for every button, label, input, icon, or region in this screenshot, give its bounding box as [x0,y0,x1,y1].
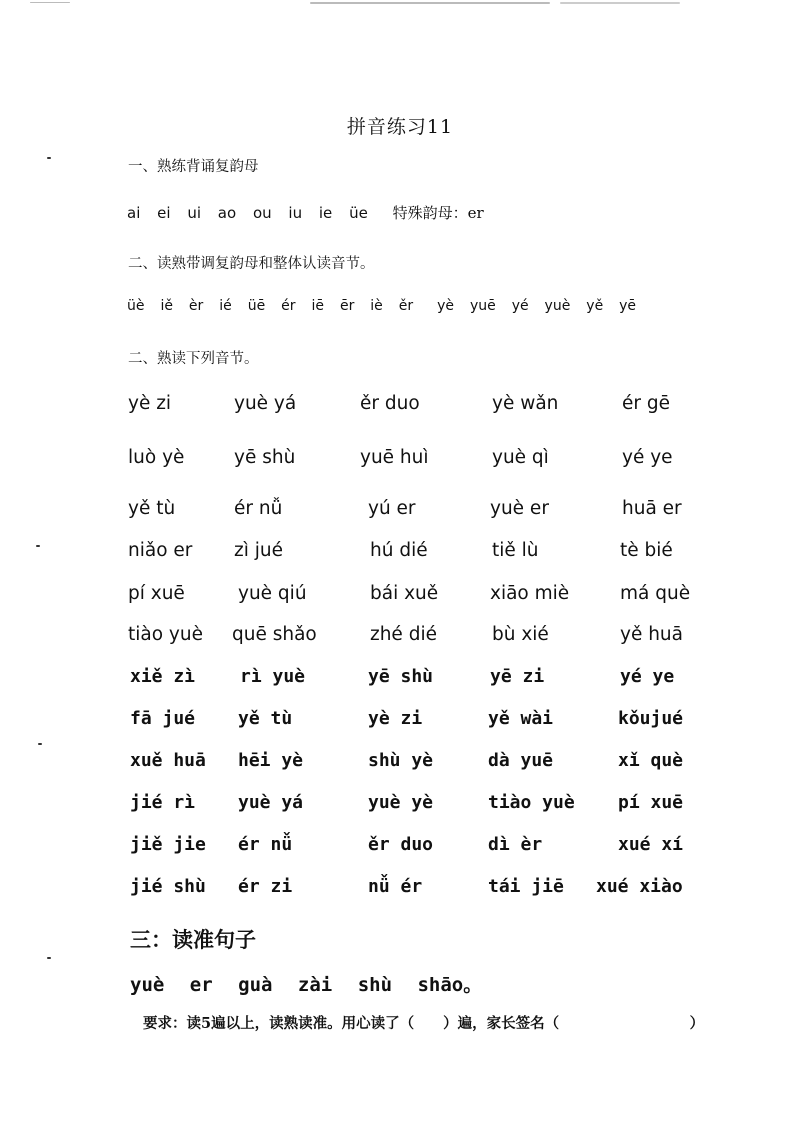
syllable-pair: yuè yá [238,792,304,813]
section3-heading: 二、熟读下列音节。 [128,351,259,367]
syllable-pair: má què [620,583,691,604]
syllable-pair: yé ye [622,447,673,468]
syllable-pair: ér nǚ [238,834,293,855]
syllable-pair: xǐ què [618,750,684,771]
scan-speck [47,957,51,959]
syllable-pair: dà yuē [488,750,554,771]
final: ei [157,204,171,222]
sentence-word: yuè [130,974,165,996]
final: ao [217,204,237,222]
syllable-pair: jié rì [130,792,196,813]
sentence-word: shù [357,974,393,996]
syllable-pair: yuè yè [368,792,434,813]
syllable-pair: jié shù [130,876,206,897]
sentence-word: er [189,974,213,996]
syllable-pair: ér gē [622,393,670,414]
syllable-pair: yě wài [488,708,554,729]
sentence-word: shāo。 [417,974,483,996]
syllable-pair: dì èr [488,834,543,855]
toned-syllable: iě [160,298,173,314]
toned-syllable: ié [219,298,232,314]
syllable-pair: tiào yuè [488,792,575,813]
requirement-line: 要求：读5遍以上，读熟读准。用心读了（ ）遍，家长签名（ ） [143,1015,705,1032]
syllable-pair: yē shù [234,447,296,468]
scan-speck [36,545,40,547]
syllable-pair: xuě huā [130,750,206,771]
syllable-pair: fā jué [130,708,196,729]
section2-heading: 二、读熟带调复韵母和整体认读音节。 [128,256,375,272]
syllable-pair: bái xuě [370,583,439,604]
syllable-pair: ér nǚ [234,498,283,519]
special-final: 特殊韵母：er [392,204,484,222]
toned-syllable: ēr [339,298,355,314]
syllable-pair: xiě zì [130,666,196,687]
syllable-pair: pí xuē [128,583,185,604]
toned-syllable: iē [311,298,325,314]
toned-syllable: èr [188,298,204,314]
syllable-pair: yuè qiú [238,583,307,604]
final: ou [252,204,272,222]
syllable-pair: bù xié [492,624,549,645]
syllable-pair: shù yè [368,750,434,771]
syllable-pair: yuè er [490,498,549,519]
toned-syllable: yē [619,298,637,314]
final: üe [349,204,368,222]
sentence-word: zài [297,974,333,996]
toned-syllable: yuè [544,298,571,314]
syllable-pair: quē shǎo [232,624,317,645]
syllable-pair: xiāo miè [490,583,570,604]
final: iu [288,204,303,222]
scan-speck [47,157,51,159]
syllable-pair: yě tù [238,708,293,729]
syllable-pair: xué xiào [596,876,683,897]
syllable-pair: yē shù [368,666,434,687]
syllable-pair: yè wǎn [492,393,559,414]
syllable-pair: yuè yá [234,393,297,414]
toned-syllable: yé [511,298,529,314]
page-title: 拼音练习11 [346,116,454,138]
syllable-pair: tè bié [620,540,673,561]
syllable-pair: yě tù [128,498,176,519]
practice-sentence [130,970,496,997]
syllable-pair: luò yè [128,447,185,468]
syllable-pair: huā er [622,498,682,519]
toned-syllable: iè [370,298,383,314]
final: ai [127,204,141,222]
syllable-pair: pí xuē [618,792,684,813]
syllable-pair: zì jué [234,540,283,561]
syllable-pair: xué xí [618,834,684,855]
scan-edge-noise [0,0,800,8]
syllable-pair: zhé dié [370,624,437,645]
final: ie [318,204,333,222]
syllable-pair: ěr duo [360,393,420,414]
sentence-word: guà [238,974,273,996]
section1-heading: 一、熟练背诵复韵母 [128,159,259,175]
syllable-pair: ér zi [238,876,293,897]
syllable-pair: yú er [368,498,416,519]
syllable-pair: jiě jie [130,834,206,855]
toned-syllable: üè [127,298,145,314]
syllable-pair: hú dié [370,540,428,561]
syllable-pair: tái jiē [488,876,564,897]
section4-heading: 三：读准句子 [130,927,256,952]
finals-line [127,202,496,223]
syllable-pair: yè zi [128,393,172,414]
toned-syllable: yě [586,298,604,314]
toned-syllables-line [127,298,648,314]
syllable-pair: nǚ ér [368,876,423,897]
toned-syllable: yuē [469,298,496,314]
syllable-pair: tiě lù [492,540,539,561]
syllable-pair: rì yuè [240,666,306,687]
syllable-pair: yuē huì [360,447,429,468]
syllable-pair: tiào yuè [128,624,203,645]
toned-syllable: üē [247,298,266,314]
scan-speck [38,743,42,745]
toned-syllable: ěr [398,298,414,314]
syllable-pair: yuè qì [492,447,549,468]
final: ui [187,204,202,222]
toned-syllable: ér [281,298,296,314]
syllable-pair: ěr duo [368,834,434,855]
syllable-pair: kǒujué [618,708,684,729]
syllable-pair: hēi yè [238,750,304,771]
syllable-pair: yē zi [490,666,545,687]
syllable-pair: niǎo er [128,540,193,561]
syllable-pair: yé ye [620,666,675,687]
toned-syllable: yè [437,298,454,314]
syllable-pair: yè zi [368,708,423,729]
syllable-pair: yě huā [620,624,683,645]
